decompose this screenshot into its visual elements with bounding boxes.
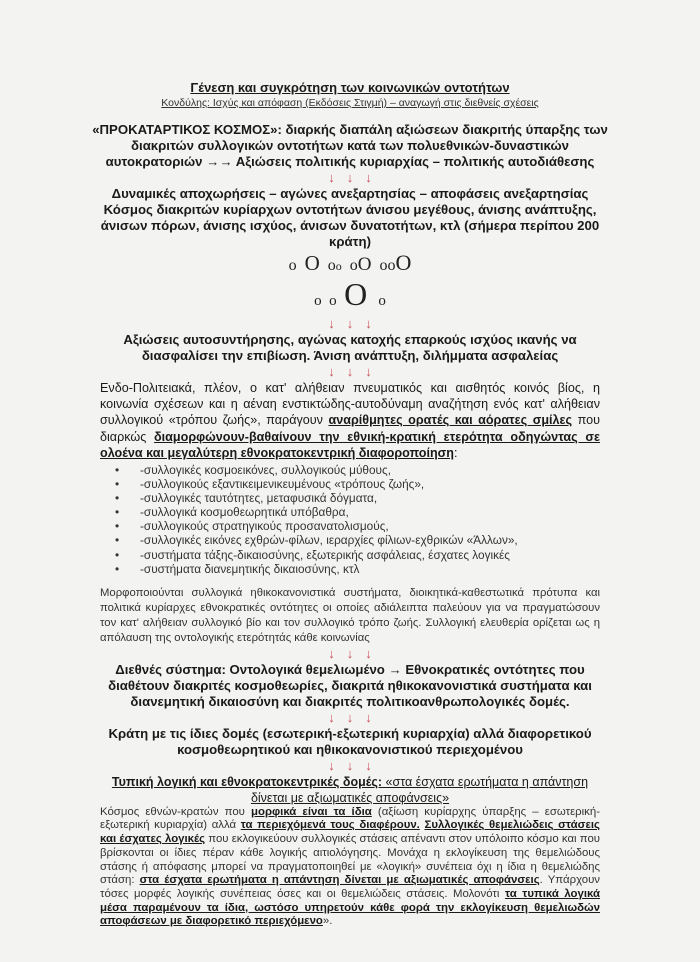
- circle-icon: o: [349, 257, 358, 274]
- circle-icon: o: [329, 293, 337, 309]
- arrows-6: [0, 759, 700, 773]
- arrow-down-icon: ↓: [328, 709, 335, 725]
- heading-bold: Τυπική λογική και εθνοκρατοκεντρικές δομές:: [111, 774, 383, 789]
- arrow-down-icon: ↓: [365, 757, 372, 773]
- emphasis-text: Συλλογικές θεμελιώδεις στάσεις και έσχατες λογικές: [100, 819, 600, 846]
- body-text: που εκλογικεύουν συλλογικές στάσεις απέναντι στον υπόλοιπο κόσμο και που βρίσκονται οι ίδιες πέραν κάθε λογικής αιτιολόγησης. Μονάχα η εκλογίκευση της θεμελιώδους στάσης ή απόφασης μπορεί να πραγματοποιηθεί με «λογική» συνέπεια όχι η ίδια η θεμελιώδης στάση:: [100, 833, 601, 887]
- block-international-system: Διεθνές σύστημα: Οντολογικά θεμελιωμένο → Εθνοκρατικές οντότητες που διαθέτουν διακριτές κοσμοθεωρίες, διακριτά ηθικοκανονιστικά συστήματα και διανεμητική δικαιοσύνη και διακριτές πολιτικοανθρωπολογικές δομές.: [108, 661, 592, 709]
- arrows-2: [0, 317, 700, 331]
- list-item: • -συλλογικές κοσμοεικόνες, συλλογικούς μύθους,: [140, 463, 600, 477]
- circle-icon: o: [335, 259, 342, 273]
- circles-row-1: [0, 250, 700, 279]
- paragraph-world-of-nation-states: [100, 806, 600, 929]
- list-item: • -συλλογικές ταυτότητες, μεταφυσικά δόγματα,: [140, 491, 600, 505]
- section-heading-formal-logic: [100, 774, 600, 806]
- circle-icon: o: [378, 293, 386, 309]
- circle-icon: o: [314, 293, 322, 309]
- list-item: • -συστήματα διανεμητικής δικαιοσύνης, κτλ: [140, 562, 600, 576]
- page-title: Γένεση και συγκρότηση των κοινωνικών οντοτήτων: [190, 80, 510, 95]
- arrow-down-icon: ↓: [365, 645, 372, 661]
- circle-icon: o: [379, 257, 388, 274]
- circle-icon: o: [288, 257, 297, 274]
- arrows-1: [0, 171, 700, 185]
- emphasis-text: τα περιεχόμενά τους διαφέρουν.: [240, 819, 420, 832]
- body-text: Κόσμος εθνών-κρατών που: [100, 805, 252, 818]
- arrow-down-icon: ↓: [328, 316, 335, 331]
- arrows-5: [0, 711, 700, 725]
- block-independence: Δυναμικές αποχωρήσεις – αγώνες ανεξαρτησίας – αποφάσεις ανεξαρτησίας Κόσμος διακριτών κυρίαρχων οντοτήτων άνισου μεγέθους, άνισης ανάπτυξης, άνισων πόρων, άνισης ισχύος, άνισων δυνατοτήτων, κτλ (σήμερα περίπου 200 κράτη): [100, 186, 600, 249]
- arrow-down-icon: ↓: [328, 170, 335, 185]
- bullet-list: [100, 463, 600, 576]
- list-item: • -συλλογικές εικόνες εχθρών-φίλων, ιεραρχίες φίλιων-εχθρικών «Άλλων»,: [140, 533, 600, 547]
- circles-row-2: [0, 276, 700, 316]
- circle-icon: O: [357, 254, 372, 275]
- block-states: Κράτη με τις ίδιες δομές (εσωτερική-εξωτερική κυριαρχία) αλλά διαφορετικού κοσμοθεωρητικού και ηθικοκανονιστικού περιεχομένου: [108, 725, 592, 757]
- emphasis-text: τα τυπικά λογικά μέσα παραμένουν τα ίδια, ωστόσο υπηρετούν κάθε φορά την εκλογίκευση θεμελιωδών αποφάσεων με διαφορετικό περιεχόμενο: [100, 887, 600, 928]
- paragraph-intra-state: [100, 380, 600, 461]
- arrow-down-icon: ↓: [365, 170, 372, 185]
- arrow-down-icon: ↓: [365, 709, 372, 725]
- emphasis-text: στα έσχατα ερωτήματα η απάντηση δίνεται με αξιωματικές αποφάνσεις: [139, 874, 540, 887]
- list-item: • -συστήματα τάξης-δικαιοσύνης, εξωτερικής ασφάλειας, έσχατες λογικές: [140, 548, 600, 562]
- arrow-down-icon: ↓: [346, 316, 354, 331]
- list-item: • -συλλογικούς εξαντικειμενικευμένους «τρόπους ζωής»,: [140, 477, 600, 491]
- body-text: (αξίωση κυρίαρχης ύπαρξης – εσωτερική-εξωτερική κυριαρχία) αλλά: [100, 805, 600, 832]
- circle-icon: o: [387, 257, 396, 274]
- body-text: ».: [322, 915, 333, 928]
- body-text: :: [453, 445, 458, 460]
- block-preliminary-world: «ΠΡΟΚΑΤΑΡΤΙΚΟΣ ΚΟΣΜΟΣ»: διαρκής διαπάλη αξιώσεων διακριτής ύπαρξης των διακριτών συλλογικών οντοτήτων κατά των πολυεθνικών-δυναστικών αυτοκρατοριών →→ Αξιώσεις πολιτικής κυριαρχίας – πολιτικής αυτοδιάθεσης: [92, 122, 608, 169]
- emphasis-text: μορφικά είναι τα ίδια: [251, 805, 372, 818]
- arrow-down-icon: ↓: [328, 645, 335, 661]
- circle-icon: O: [344, 276, 368, 312]
- arrows-4: [0, 647, 700, 661]
- body-text: Ενδο-Πολιτειακά, πλέον, ο κατ' αλήθειαν πνευματικός και αισθητός κοινός βίος, η κοινωνία σχέσεων και η αέναη ενστικτώδης-αυτοδύναμη αναζήτηση ενός κατ' αλήθειαν συλλογικού «τρόπου ζωής», παράγουν: [100, 381, 600, 428]
- arrow-down-icon: ↓: [346, 709, 354, 725]
- arrow-down-icon: ↓: [365, 316, 372, 331]
- arrow-down-icon: ↓: [328, 364, 335, 379]
- arrow-down-icon: ↓: [365, 364, 372, 379]
- arrow-down-icon: ↓: [346, 170, 354, 185]
- emphasis-text: διαμορφώνουν-βαθαίνουν την εθνική-κρατική ετερότητα οδηγώντας σε ολοένα και μεγαλύτερη εθνοκρατοκεντρική διαφοροποίηση: [100, 429, 600, 460]
- arrow-down-icon: ↓: [346, 757, 354, 773]
- list-item: • -συλλογικά κοσμοθεωρητικά υπόβαθρα,: [140, 505, 600, 519]
- block-self-preservation: Αξιώσεις αυτοσυντήρησης, αγώνας κατοχής επαρκούς ισχύος ικανής να διασφαλίσει την επιβίωση. Άνιση ανάπτυξη, διλήμματα ασφαλείας: [123, 332, 577, 363]
- circle-icon: O: [304, 251, 320, 275]
- arrow-down-icon: ↓: [328, 757, 335, 773]
- circle-icon: O: [395, 250, 412, 275]
- circle-icon: o: [327, 257, 336, 274]
- arrow-down-icon: ↓: [346, 645, 354, 661]
- list-item: • -συλλογικούς στρατηγικούς προσανατολισμούς,: [140, 519, 600, 533]
- body-text: που διαρκώς: [100, 413, 600, 444]
- page-subtitle: Κονδύλης: Ισχύς και απόφαση (Εκδόσεις Στιγμή) – αναγωγή στις διεθνείς σχέσεις: [161, 97, 539, 109]
- heading-quote: «στα έσχατα ερωτήματα η απάντηση δίνεται με αξιωματικές αποφάνσεις»: [250, 774, 589, 805]
- body-text: . Υπάρχουν τόσες μορφές λογικής συνέπειας όσες και οι θεμελιώδεις στάσεις. Μολονότι: [100, 874, 600, 900]
- paragraph-morphing: Μορφοποιούνται συλλογικά ηθικοκανονιστικά συστήματα, διοικητικά-καθεστωτικά πρότυπα και πολιτικά κυρίαρχες εθνοκρατικές οντότητες οι οποίες αδιάλειπτα παλεύουν για να πραγματώσουν τον κατ' αλήθειαν συλλογικό βίο και τον συλλογικό τρόπο ζωής. Συλλογική ελευθερία ορίζεται ως η απόλαυση της οντολογικής ετερότητάς κάθε κοινωνίας: [100, 586, 600, 644]
- emphasis-text: αναρίθμητες ορατές και αόρατες σμίλες: [328, 413, 573, 428]
- arrows-3: [0, 365, 700, 379]
- arrow-down-icon: ↓: [346, 364, 354, 379]
